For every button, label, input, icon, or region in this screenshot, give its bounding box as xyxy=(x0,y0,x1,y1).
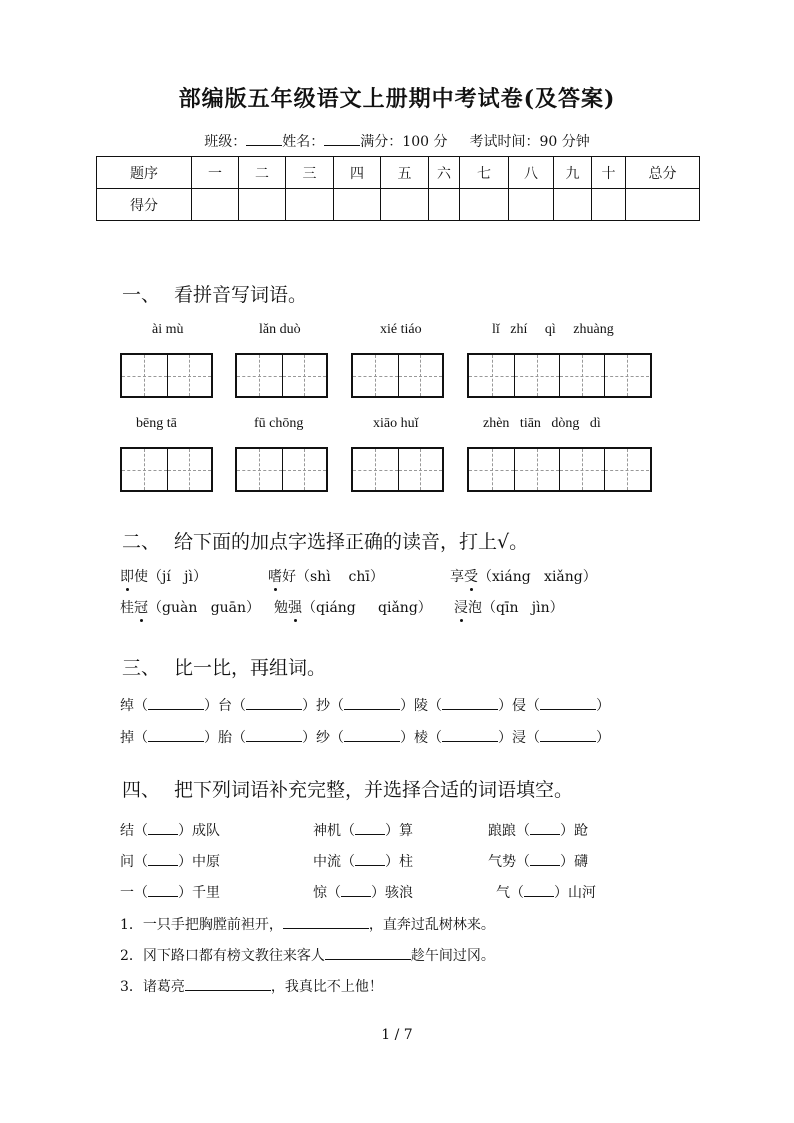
score-table xyxy=(96,156,700,221)
answer-blank[interactable] xyxy=(355,822,385,835)
score-cell[interactable] xyxy=(334,189,381,221)
idiom-item: 问（ ）中原 xyxy=(120,854,220,870)
section-number: 二、 xyxy=(122,531,161,553)
writing-grid[interactable] xyxy=(120,353,213,398)
writing-grid[interactable] xyxy=(235,447,328,492)
pinyin: ài mù xyxy=(152,322,184,337)
score-cell[interactable] xyxy=(509,189,554,221)
section-title: 比一比，再组词。 xyxy=(174,657,327,679)
reading-item: 享受（xiáng xiǎng） xyxy=(450,566,597,586)
answer-blank[interactable] xyxy=(148,822,178,835)
name-label: 姓名： xyxy=(282,134,325,150)
fill-sentence: 3．诸葛亮 ，我真比不上他！ xyxy=(120,979,383,995)
answer-blank[interactable] xyxy=(344,697,400,710)
pinyin: fū chōng xyxy=(254,416,304,431)
section-1-heading xyxy=(122,280,307,307)
idiom-item: 神机（ ）算 xyxy=(313,823,413,839)
pinyin: xiāo huǐ xyxy=(373,416,419,431)
score-cell[interactable] xyxy=(626,189,700,221)
score-cell[interactable] xyxy=(239,189,286,221)
answer-blank[interactable] xyxy=(148,729,204,742)
header-cell: 二 xyxy=(239,157,286,189)
reading-item: 即使（jí jì） xyxy=(120,566,207,586)
reading-item: 桂冠（guàn guān） xyxy=(120,597,260,617)
header-cell: 七 xyxy=(460,157,509,189)
idiom-item: 一（ ）千里 xyxy=(120,885,220,901)
dotted-char: 强 xyxy=(288,597,302,617)
writing-grid[interactable] xyxy=(467,353,652,398)
header-cell: 题序 xyxy=(97,157,192,189)
answer-blank[interactable] xyxy=(283,916,369,929)
header-cell: 五 xyxy=(381,157,429,189)
time-label: 考试时间：90 分钟 xyxy=(469,134,590,150)
dotted-char: 冠 xyxy=(134,597,148,617)
exam-info xyxy=(0,131,794,151)
score-cell[interactable] xyxy=(286,189,334,221)
score-cell[interactable] xyxy=(554,189,592,221)
section-3-heading xyxy=(122,653,326,680)
writing-grid[interactable] xyxy=(120,447,213,492)
answer-blank[interactable] xyxy=(325,947,411,960)
reading-item: 勉强（qiáng qiǎng） xyxy=(274,597,432,617)
header-cell: 九 xyxy=(554,157,592,189)
answer-blank[interactable] xyxy=(344,729,400,742)
section-4-heading xyxy=(122,775,573,802)
header-cell: 六 xyxy=(429,157,460,189)
answer-blank[interactable] xyxy=(530,822,560,835)
answer-blank[interactable] xyxy=(185,978,271,991)
dotted-char: 嗜 xyxy=(268,566,282,586)
header-cell: 四 xyxy=(334,157,381,189)
section-title: 把下列词语补充完整，并选择合适的词语填空。 xyxy=(174,779,574,801)
writing-grid[interactable] xyxy=(351,447,444,492)
compare-row: 绰（ ）台（ ）抄（ ）陵（ ）侵（ ） xyxy=(120,698,610,714)
answer-blank[interactable] xyxy=(355,853,385,866)
header-cell: 三 xyxy=(286,157,334,189)
fill-sentence: 1．一只手把胸膛前袒开， ，直奔过乱树林来。 xyxy=(120,917,495,933)
idiom-item: 中流（ ）柱 xyxy=(313,854,413,870)
pinyin: zhèn tiān dòng dì xyxy=(483,416,601,431)
idiom-item: 惊（ ）骇浪 xyxy=(313,885,413,901)
section-2-heading xyxy=(122,527,528,554)
answer-blank[interactable] xyxy=(524,884,554,897)
pinyin: lǎn duò xyxy=(259,322,301,337)
score-cell[interactable] xyxy=(381,189,429,221)
header-cell: 一 xyxy=(192,157,239,189)
answer-blank[interactable] xyxy=(442,729,498,742)
page-number: 1 / 7 xyxy=(381,1027,413,1043)
answer-blank[interactable] xyxy=(148,853,178,866)
score-cell[interactable] xyxy=(429,189,460,221)
score-cell[interactable] xyxy=(460,189,509,221)
answer-blank[interactable] xyxy=(246,729,302,742)
page-title: 部编版五年级语文上册期中考试卷(及答案) xyxy=(178,86,616,112)
idiom-item: 结（ ）成队 xyxy=(120,823,220,839)
dotted-char: 即 xyxy=(120,566,134,586)
idiom-item: 气势（ ）礴 xyxy=(488,854,588,870)
idiom-item: 踉踉（ ）跄 xyxy=(488,823,588,839)
compare-row: 掉（ ）胎（ ）纱（ ）棱（ ）浸（ ） xyxy=(120,730,610,746)
answer-blank[interactable] xyxy=(148,697,204,710)
section-number: 四、 xyxy=(122,779,161,801)
header-cell: 十 xyxy=(592,157,626,189)
idiom-item: 气（ ）山河 xyxy=(496,885,596,901)
writing-grid[interactable] xyxy=(235,353,328,398)
pinyin: bēng tā xyxy=(136,416,177,431)
score-cell[interactable] xyxy=(592,189,626,221)
section-title: 看拼音写词语。 xyxy=(174,284,308,306)
score-cell[interactable] xyxy=(192,189,239,221)
fill-sentence: 2．冈下路口都有榜文教往来客人 趁午间过冈。 xyxy=(120,948,495,964)
answer-blank[interactable] xyxy=(442,697,498,710)
name-blank[interactable] xyxy=(324,133,360,146)
answer-blank[interactable] xyxy=(148,884,178,897)
answer-blank[interactable] xyxy=(540,729,596,742)
section-number: 三、 xyxy=(122,657,161,679)
answer-blank[interactable] xyxy=(341,884,371,897)
score-table-score-row xyxy=(97,189,700,221)
writing-grid[interactable] xyxy=(351,353,444,398)
reading-item: 嗜好（shì chī） xyxy=(268,566,384,586)
score-table-header-row xyxy=(97,157,700,189)
dotted-char: 受 xyxy=(464,566,478,586)
writing-grid[interactable] xyxy=(467,447,652,492)
pinyin: lǐ zhí qì zhuàng xyxy=(492,322,614,337)
header-cell: 总分 xyxy=(626,157,700,189)
class-blank[interactable] xyxy=(246,133,282,146)
pinyin: xié tiáo xyxy=(380,322,422,337)
section-number: 一、 xyxy=(122,284,161,306)
class-label: 班级： xyxy=(204,134,247,150)
header-cell: 八 xyxy=(509,157,554,189)
dotted-char: 浸 xyxy=(454,597,468,617)
answer-blank[interactable] xyxy=(246,697,302,710)
reading-item: 浸泡（qīn jìn） xyxy=(454,597,564,617)
answer-blank[interactable] xyxy=(540,697,596,710)
full-score-label: 满分：100 分 xyxy=(360,134,448,150)
section-title: 给下面的加点字选择正确的读音，打上√。 xyxy=(174,531,529,553)
row-label: 得分 xyxy=(97,189,192,221)
answer-blank[interactable] xyxy=(530,853,560,866)
